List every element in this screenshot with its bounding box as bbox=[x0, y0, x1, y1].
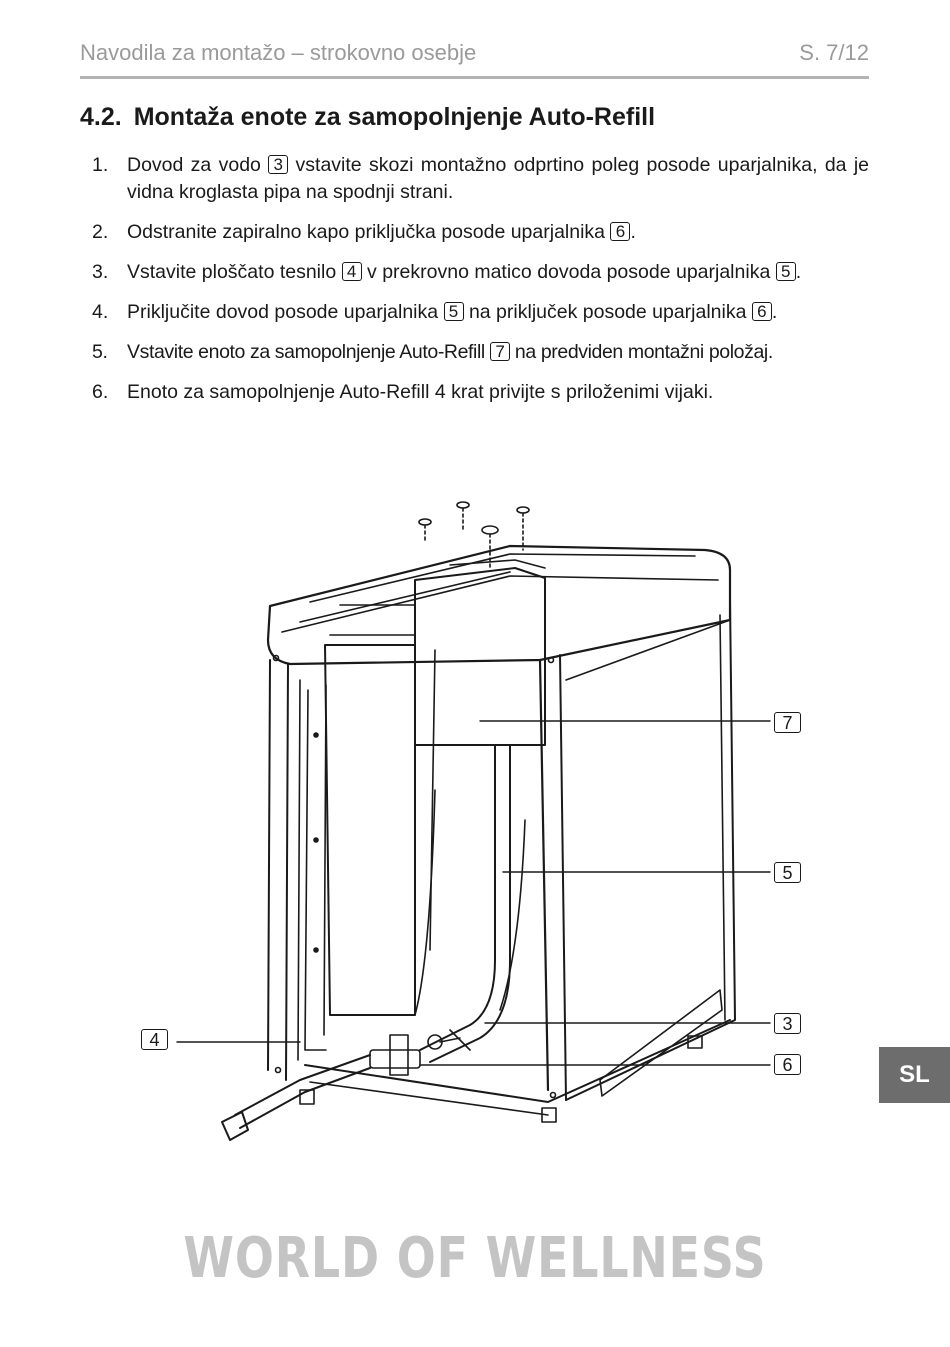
step-text: vstavite skozi montažno odprtino poleg posode uparjalnika, da je vidna kroglasta pipa na spodnji strani. bbox=[127, 154, 870, 203]
part-reference: 5 bbox=[444, 302, 464, 321]
language-tab: SL bbox=[879, 1047, 950, 1103]
header-title: Navodila za montažo – strokovno osebje bbox=[80, 40, 477, 65]
callout-4: 4 bbox=[141, 1029, 168, 1050]
step-item bbox=[80, 299, 869, 326]
step-number: 6. bbox=[92, 381, 109, 403]
callout-6: 6 bbox=[774, 1054, 801, 1075]
part-reference: 6 bbox=[752, 302, 772, 321]
part-reference: 3 bbox=[268, 155, 288, 174]
step-text: na predviden montažni položaj. bbox=[514, 341, 773, 363]
part-reference: 5 bbox=[776, 262, 796, 281]
section-number: 4.2. bbox=[80, 103, 122, 131]
step-text: . bbox=[630, 221, 636, 243]
step-item bbox=[80, 379, 869, 406]
section-heading bbox=[80, 103, 655, 132]
step-text: Odstranite zapiralno kapo priključka posode uparjalnika bbox=[127, 221, 606, 243]
step-number: 1. bbox=[92, 154, 109, 176]
callout-7: 7 bbox=[774, 712, 801, 733]
step-text: Enoto za samopolnjenje Auto-Refill 4 krat privijte s priloženimi vijaki. bbox=[127, 381, 714, 403]
step-text: . bbox=[795, 261, 802, 283]
cabinet-illustration bbox=[130, 490, 830, 1150]
step-text: v prekrovno matico dovoda posode uparjalnika bbox=[367, 261, 771, 283]
step-number: 2. bbox=[92, 221, 109, 243]
step-text: na priključek posode uparjalnika bbox=[468, 301, 747, 323]
step-item bbox=[80, 152, 869, 206]
section-title: Montaža enote za samopolnjenje Auto-Refill bbox=[133, 103, 656, 131]
callout-3: 3 bbox=[774, 1013, 801, 1034]
page-number: S. 7/12 bbox=[799, 40, 869, 65]
callout-5: 5 bbox=[774, 862, 801, 883]
instruction-list bbox=[80, 152, 869, 419]
step-text: Vstavite enoto za samopolnjenje Auto-Refill bbox=[127, 341, 485, 363]
part-reference: 6 bbox=[610, 222, 630, 241]
part-reference: 7 bbox=[490, 342, 510, 361]
step-item bbox=[80, 259, 869, 286]
page-header bbox=[80, 38, 869, 79]
part-reference: 4 bbox=[342, 262, 362, 281]
step-text: Dovod za vodo bbox=[127, 154, 261, 176]
step-text: Vstavite ploščato tesnilo bbox=[127, 261, 337, 283]
brand-footer: WORLD OF WELLNESS bbox=[183, 1226, 767, 1291]
step-number: 3. bbox=[92, 261, 109, 283]
step-item bbox=[80, 339, 869, 366]
step-item bbox=[80, 219, 869, 246]
step-number: 5. bbox=[92, 341, 108, 363]
step-text: . bbox=[771, 301, 778, 323]
step-text: Priključite dovod posode uparjalnika bbox=[127, 301, 439, 323]
step-number: 4. bbox=[92, 301, 109, 323]
